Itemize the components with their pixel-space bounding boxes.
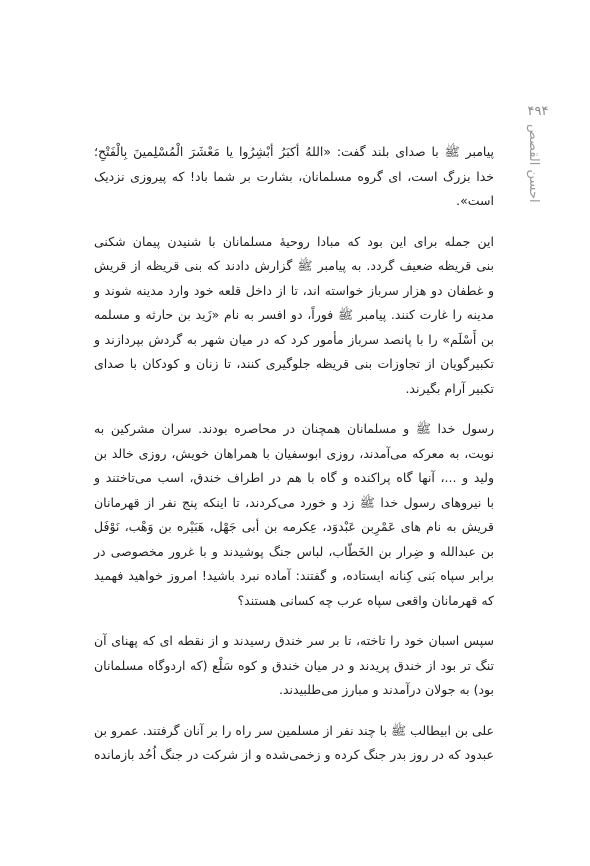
text-line: تنگ تر بود از خندق پریدند و در میان خندق و کوه سَلْع (که اردوگاه مسلمانان bbox=[94, 657, 494, 673]
text-line: عبدود که در روز بدر جنگ کرده و زخمی‌شده و از شرکت در جنگ اُحُد بازمانده bbox=[94, 747, 494, 762]
paragraph-2 bbox=[94, 230, 494, 402]
text-line: و غطفان دو هزار سرباز خواسته اند، تا از داخل قلعه خود وارد مدینه شوند و bbox=[94, 282, 494, 298]
running-title: احسن القصص bbox=[526, 124, 541, 203]
text-line: است». bbox=[456, 193, 494, 208]
paragraph-5 bbox=[94, 719, 494, 768]
text-line: برابر سپاه بَنی کِنانه ایستاده، و گفتند: آماده نبرد باشید! امروز خواهید فهمید bbox=[94, 568, 494, 583]
text-line: قریش به نام های عَمْرِبن عَبْدوَد، عِکرمه بن أبی جَهْل، هَبَیْره بن وَهْب، نَوْفَل bbox=[94, 519, 494, 534]
paragraph-3 bbox=[94, 417, 494, 613]
paragraph-4 bbox=[94, 629, 494, 703]
text-line: تکبیرگویان از تجاوزات بنی قریظه جلوگیری کنند، تا زنان و کودکان با صدای bbox=[94, 356, 494, 371]
text-line: که قهرمانان واقعی سپاه عرب چه کسانی هستند؟ bbox=[237, 592, 494, 608]
page-number: ۴۹۴ bbox=[527, 104, 549, 119]
text-line: با نیروهای رسول خدا ﷺ زد و خورد می‌کردند، تا اینکه پنج نفر از قهرمانان bbox=[94, 494, 494, 510]
text-line: خدا بزرگ است، ای گروه مسلمانان، بشارت بر شما باد! که پیروزی نزدیک bbox=[94, 168, 494, 184]
text-line: ولید و ...، آنها گاه پراکنده و گاه با هم در اطراف خندق، اسب می‌تاختند و bbox=[94, 470, 494, 485]
paragraph-1 bbox=[94, 140, 494, 214]
text-line: بنی قریظه ضعیف گردد. به پیامبر ﷺ گزارش دادند که بنی قریظه از قریش bbox=[94, 258, 494, 273]
text-line: تکبیر آرام بگیرند. bbox=[405, 380, 494, 396]
text-line: مدینه را غارت کنند. پیامبر ﷺ فوراً، دو افسر به نام «زَید بن حارثه و مسلمه bbox=[94, 307, 494, 322]
text-line: این جمله برای این بود که مبادا روحیهٔ مسلمانان با شنیدن پیمان شکنی bbox=[94, 233, 494, 249]
text-line: رسول خدا ﷺ و مسلمانان همچنان در محاصره بودند. سران مشرکین به bbox=[94, 421, 494, 436]
text-line: علی بن ابیطالب ﷺ با چند نفر از مسلمین سر راه را بر آنان گرفتند. عمرو بن bbox=[94, 722, 494, 738]
text-line: پیامبر ﷺ با صدای بلند گفت: «اللهُ أکبَرُ أبْشِرُوا یا مَعْشَرَ الْمُسْلِمینَ بِالْفَتْحِ؛ bbox=[94, 144, 494, 159]
text-line: نوبت، به معرکه می‌آمدند، روزی ابوسفیان با همراهان خویش، روزی خالد بن bbox=[94, 445, 494, 461]
text-line: سپس اسبان خود را تاخته، تا بر سر خندق رسیدند و از نقطه ای که پهنای آن bbox=[94, 633, 494, 648]
text-line: بن عبدالله و ضِرار بن الخَطّاب، لباس جنگ پوشیدند و با غرور مخصوصی در bbox=[94, 543, 494, 559]
text-line: بن أَسْلَم» را با پانصد سرباز مأمور کرد که در میان شهر به گردش بپردازند و bbox=[94, 331, 494, 347]
body-text bbox=[94, 140, 494, 784]
text-line: بود) به جولان درآمدند و مبارز می‌طلبیدند. bbox=[279, 682, 494, 697]
